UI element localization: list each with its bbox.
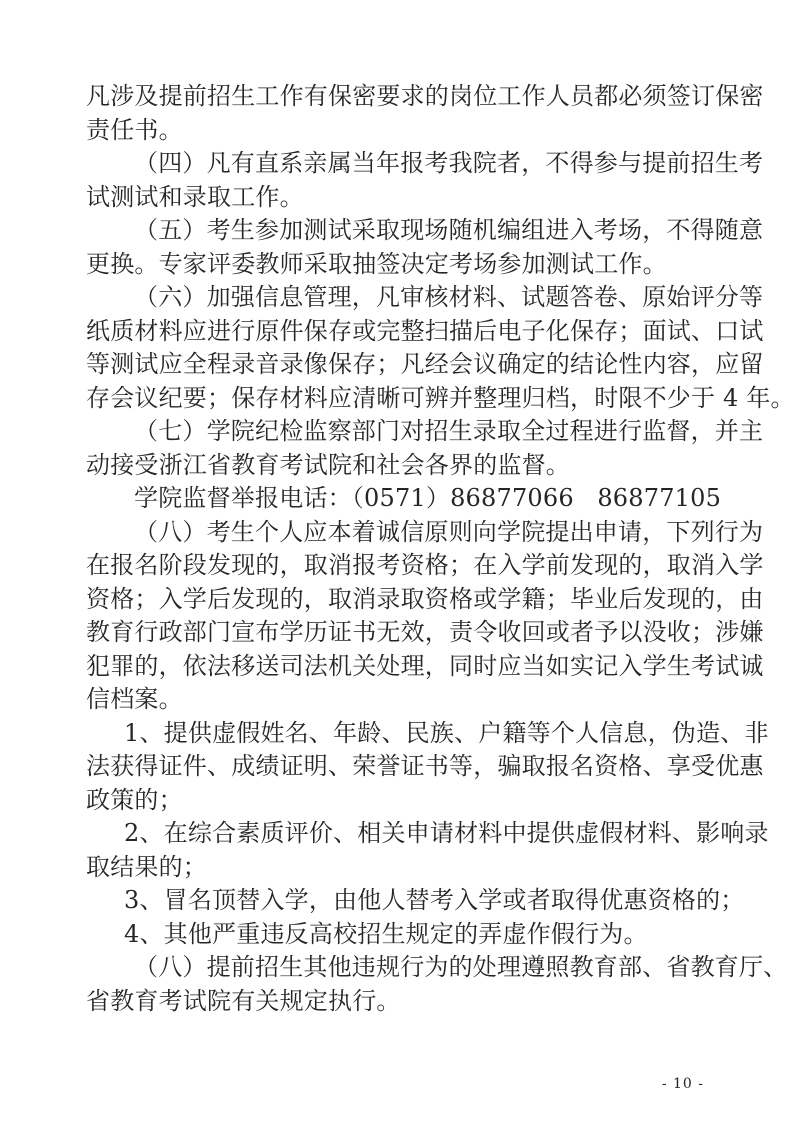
- text-line: （八）提前招生其他违规行为的处理遵照教育部、省教育厅、: [134, 953, 788, 981]
- text-line: 更换。专家评委教师采取抽签决定考场参加测试工作。: [86, 249, 667, 278]
- page-number: - 10 -: [661, 1076, 704, 1092]
- text-line: 在报名阶段发现的，取消报考资格；在入学前发现的，取消入学: [86, 551, 764, 579]
- text-line: （七）学院纪检监察部门对招生录取全过程进行监督，并主: [134, 417, 764, 445]
- text-line: 凡涉及提前招生工作有保密要求的岗位工作人员都必须签订保密: [86, 82, 764, 110]
- text-line: 政策的；: [86, 785, 183, 814]
- text-line: （八）考生个人应本着诚信原则向学院提出申请，下列行为: [134, 517, 764, 546]
- text-line: 试测试和录取工作。: [86, 182, 304, 211]
- text-line: 省教育考试院有关规定执行。: [86, 986, 401, 1015]
- text-line: 纸质材料应进行原件保存或完整扫描后电子化保存；面试、口试: [86, 316, 764, 345]
- text-line: 法获得证件、成绩证明、荣誉证书等，骗取报名资格、享受优惠: [86, 752, 764, 780]
- document-body: [86, 80, 795, 1018]
- text-line: 动接受浙江省教育考试院和社会各界的监督。: [86, 450, 570, 479]
- text-line: 犯罪的，依法移送司法机关处理，同时应当如实记入学生考试诚: [86, 651, 764, 680]
- text-line: 责任书。: [86, 115, 183, 144]
- text-line: （五）考生参加测试采取现场随机编组进入考场，不得随意: [134, 216, 764, 244]
- text-line: 资格；入学后发现的，取消录取资格或学籍；毕业后发现的，由: [86, 584, 764, 613]
- text-line: 2、在综合素质评价、相关申请材料中提供虚假材料、影响录: [124, 819, 769, 847]
- text-line: 存会议纪要；保存材料应清晰可辨并整理归档，时限不少于 4 年。: [86, 383, 795, 412]
- text-line: （四）凡有直系亲属当年报考我院者，不得参与提前招生考: [134, 149, 764, 177]
- text-line: 学院监督举报电话：（0571）86877066 86877105: [134, 484, 722, 512]
- text-line: 4、其他严重违反高校招生规定的弄虚作假行为。: [124, 919, 648, 948]
- text-line: （六）加强信息管理，凡审核材料、试题答卷、原始评分等: [134, 283, 764, 311]
- text-line: 取结果的；: [86, 852, 207, 881]
- text-line: 等测试应全程录音录像保存；凡经会议确定的结论性内容，应留: [86, 350, 764, 378]
- text-line: 1、提供虚假姓名、年龄、民族、户籍等个人信息，伪造、非: [124, 718, 769, 747]
- text-line: 教育行政部门宣布学历证书无效，责令收回或者予以没收；涉嫌: [86, 618, 764, 646]
- text-line: 3、冒名顶替入学，由他人替考入学或者取得优惠资格的；: [124, 886, 745, 914]
- text-line: 信档案。: [86, 685, 183, 713]
